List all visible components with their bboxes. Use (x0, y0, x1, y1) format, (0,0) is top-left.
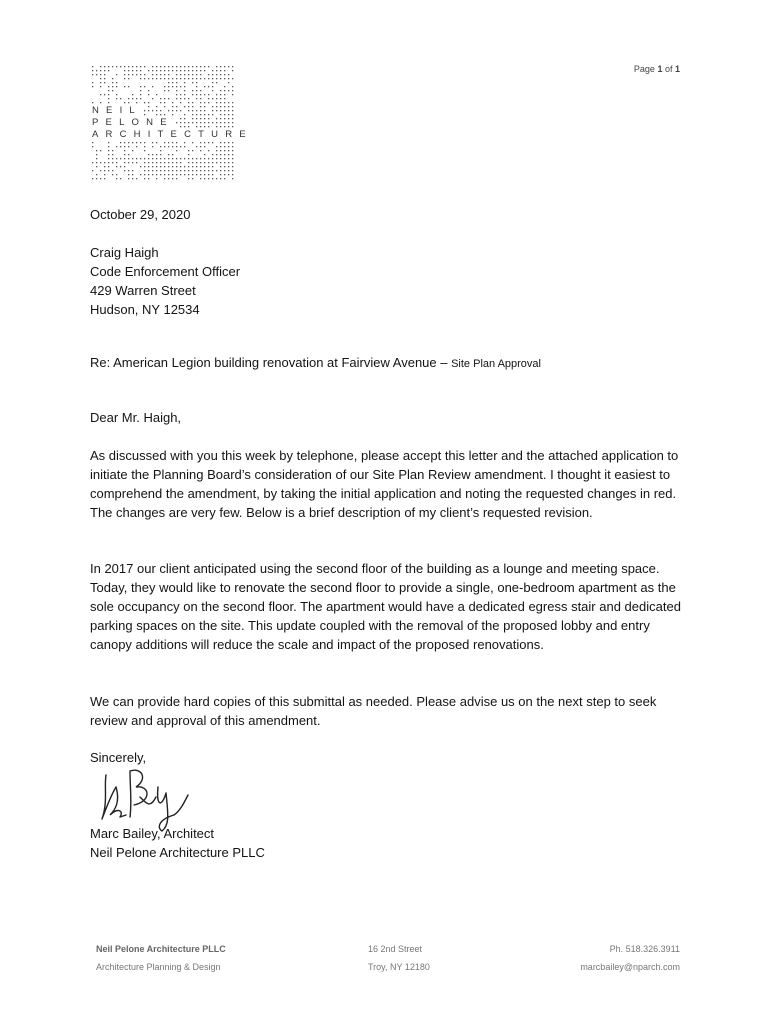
footer-address-column (368, 940, 430, 976)
date-text: October 29, 2020 (90, 207, 191, 222)
paragraph-2 (90, 559, 690, 654)
recipient-title: Code Enforcement Officer (90, 264, 241, 279)
paragraph-1 (90, 446, 690, 522)
paragraph-2-text: In 2017 our client anticipated using the second floor of the building as a lounge and meeting space. Today, they would like to renovate the second floor to provide a single, one-bedroom apartment as the sole occupancy on the second floor. The apartment would have a dedicated egress stair and dedicated parking spaces on the site. This update coupled with the removal of the proposed lobby and entry canopy additions will reduce the scale and impact of the proposed renovations. (90, 561, 681, 652)
page-of: of (662, 64, 675, 74)
salutation (90, 408, 690, 427)
salutation-text: Dear Mr. Haigh, (90, 410, 182, 425)
page-label: Page (633, 64, 658, 74)
firm-logo (90, 64, 253, 182)
paragraph-3 (90, 692, 690, 730)
letter-date (90, 205, 690, 224)
footer-phone: Ph. 518.326.3911 (609, 944, 680, 954)
signer-firm: Neil Pelone Architecture PLLC (90, 845, 265, 860)
logo-line-architecture: ARCHITECTURE (92, 129, 253, 140)
paragraph-3-text: We can provide hard copies of this submittal as needed. Please advise us on the next step to seek review and approval of this amendment. (90, 694, 657, 728)
footer-street: 16 2nd Street (368, 944, 423, 954)
signature-block (90, 824, 690, 862)
page-current: 1 (657, 64, 663, 74)
page-total: 1 (674, 64, 680, 74)
subject-line (90, 353, 690, 374)
signer-name: Marc Bailey, Architect (90, 826, 215, 841)
footer-city: Troy, NY 12180 (368, 962, 430, 972)
logo-line-neil: NEIL (92, 105, 142, 116)
logo-line-pelone: PELONE (92, 117, 174, 128)
paragraph-1-text: As discussed with you this week by telephone, please accept this letter and the attached application to initiate the Planning Board’s consideration of our Site Plan Review amendment. I thought it easiest to comprehend the amendment, by taking the initial application and noting the requested changes in red. The changes are very few. Below is a brief description of my client’s requested revision. (90, 448, 679, 520)
page-indicator (634, 64, 680, 74)
footer-tagline: Architecture Planning & Design (96, 962, 221, 972)
footer-firm-column (96, 940, 226, 976)
subject-tail: Site Plan Approval (451, 358, 541, 370)
recipient-name: Craig Haigh (90, 245, 159, 260)
recipient-city: Hudson, NY 12534 (90, 302, 200, 317)
subject-main: Re: American Legion building renovation at Fairview Avenue – (90, 355, 452, 370)
closing-text: Sincerely, (90, 750, 147, 765)
footer-firm-name: Neil Pelone Architecture PLLC (96, 944, 226, 954)
recipient-street: 429 Warren Street (90, 283, 196, 298)
footer-email: marcbailey@nparch.com (580, 962, 680, 972)
footer-contact-column (580, 940, 680, 976)
recipient-block (90, 243, 690, 319)
